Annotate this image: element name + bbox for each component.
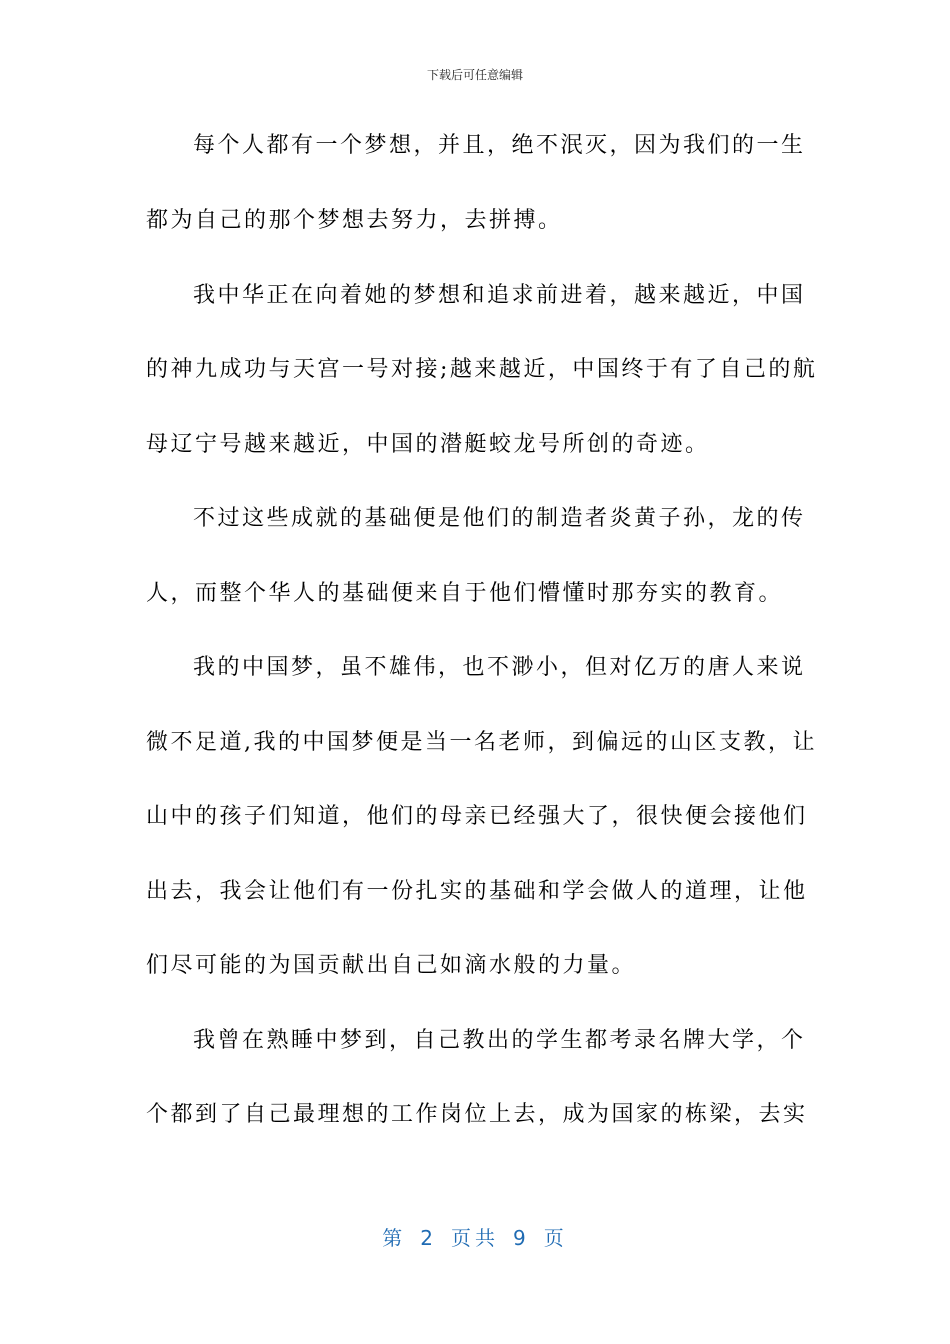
page-footer [0, 1225, 950, 1251]
text-line: 我曾在熟睡中梦到，自己教出的学生都考录名牌大学，个 [193, 1028, 806, 1053]
text-line: 们尽可能的为国贡献出自己如滴水般的力量。 [146, 953, 637, 978]
text-line: 都为自己的那个梦想去努力，去拼搏。 [146, 208, 563, 233]
page-header: 下载后可任意编辑 [426, 68, 523, 82]
current-page-number: 2 [420, 1226, 437, 1250]
page-suffix: 页 [543, 1226, 568, 1250]
text-line: 母辽宁号越来越近，中国的潜艇蛟龙号所创的奇迹。 [146, 432, 710, 457]
page-prefix: 第 [382, 1226, 407, 1250]
text-line: 每个人都有一个梦想，并且，绝不泯灭，因为我们的一生 [193, 133, 806, 158]
text-line: 的神九成功与天宫一号对接;越来越近，中国终于有了自己的航 [146, 357, 818, 382]
text-line: 微不足道,我的中国梦便是当一名老师，到偏远的山区支教，让 [146, 730, 817, 755]
total-pages-number: 9 [513, 1226, 530, 1250]
page-middle: 页共 [451, 1226, 499, 1250]
text-line: 不过这些成就的基础便是他们的制造者炎黄子孙，龙的传 [193, 506, 806, 531]
text-line: 山中的孩子们知道，他们的母亲已经强大了，很快便会接他们 [146, 804, 808, 829]
text-line: 人，而整个华人的基础便来自于他们懵懂时那夯实的教育。 [146, 581, 784, 606]
text-line: 个都到了自己最理想的工作岗位上去，成为国家的栋梁，去实 [146, 1102, 808, 1127]
text-line: 我的中国梦，虽不雄伟，也不渺小，但对亿万的唐人来说 [193, 655, 806, 680]
text-line: 出去，我会让他们有一份扎实的基础和学会做人的道理，让他 [146, 879, 808, 904]
text-line: 我中华正在向着她的梦想和追求前进着，越来越近，中国 [193, 283, 806, 308]
